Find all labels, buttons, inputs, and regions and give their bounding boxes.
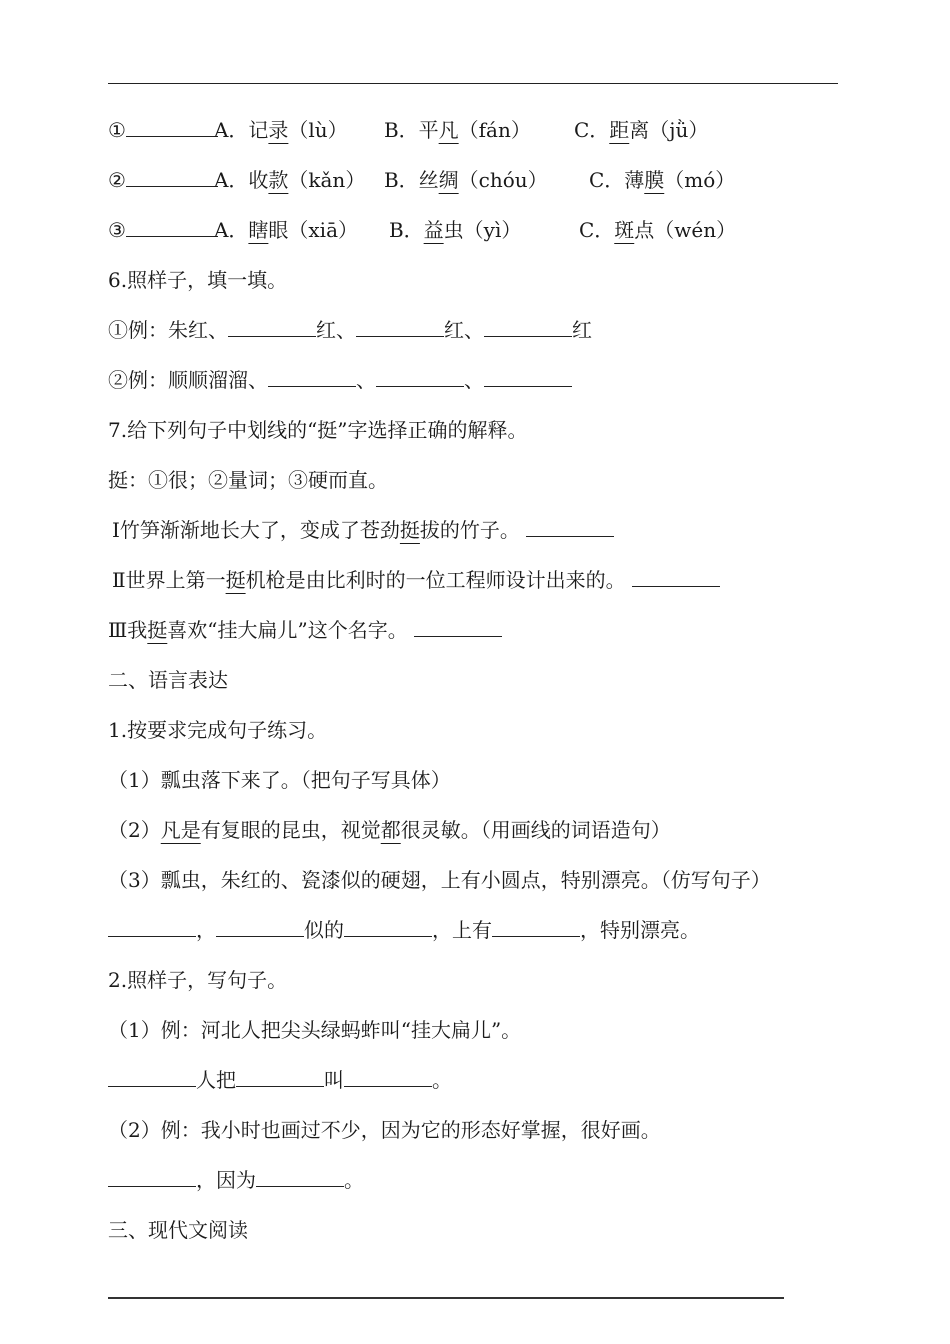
answer-blank[interactable] xyxy=(414,610,502,637)
sec2-q1-2: （2）凡是有复眼的昆虫，视觉都很灵敏。（用画线的词语造句） xyxy=(108,818,671,842)
header-rule xyxy=(108,83,838,84)
q5-row-1 xyxy=(108,110,848,160)
answer-blank[interactable] xyxy=(256,1160,344,1187)
answer-blank[interactable] xyxy=(356,310,444,337)
answer-blank[interactable] xyxy=(344,910,432,937)
option-b: B．益虫（yì） xyxy=(388,218,522,242)
answer-blank[interactable] xyxy=(126,160,214,187)
sec2-q2-1: （1）例：河北人把尖头绿蚂蚱叫“挂大扁儿”。 xyxy=(108,1018,522,1042)
q7-sentence-1: Ⅰ竹笋渐渐地长大了，变成了苍劲挺拔的竹子。 xyxy=(108,510,848,560)
sec2-q2-2-template: ，因为 。 xyxy=(108,1160,848,1210)
option-c: C．薄膜（mó） xyxy=(588,168,736,192)
answer-blank[interactable] xyxy=(228,310,316,337)
q7-title: 7.给下列句子中划线的“挺”字选择正确的解释。 xyxy=(108,418,528,442)
row-number: ② xyxy=(108,168,126,192)
option-c: C．斑点（wén） xyxy=(578,218,737,242)
row-number: ③ xyxy=(108,218,126,242)
q7-sentence-3: Ⅲ我挺喜欢“挂大扁儿”这个名字。 xyxy=(108,610,848,660)
option-b: B．丝绸（chóu） xyxy=(383,168,548,192)
answer-blank[interactable] xyxy=(108,1060,196,1087)
option-b: B．平凡（fán） xyxy=(383,118,531,142)
answer-blank[interactable] xyxy=(484,360,572,387)
q6-row-1: ①例：朱红、 红、 红、 红 xyxy=(108,310,848,360)
option-a: A．瞎眼（xiā） xyxy=(213,218,358,242)
sec2-q1-title: 1.按要求完成句子练习。 xyxy=(108,718,328,742)
q6-row-2: ②例：顺顺溜溜、 、 、 xyxy=(108,360,848,410)
answer-blank[interactable] xyxy=(268,360,356,387)
q7-sentence-2: Ⅱ世界上第一挺机枪是由比利时的一位工程师设计出来的。 xyxy=(108,560,848,610)
option-a: A．收款（kǎn） xyxy=(213,168,366,192)
answer-blank[interactable] xyxy=(126,210,214,237)
answer-blank[interactable] xyxy=(632,560,720,587)
answer-blank[interactable] xyxy=(108,1160,196,1187)
answer-blank[interactable] xyxy=(236,1060,324,1087)
answer-blank[interactable] xyxy=(108,910,196,937)
sec2-q2-1-template: 人把 叫 。 xyxy=(108,1060,848,1110)
option-a: A．记录（lù） xyxy=(213,118,348,142)
footer-rule xyxy=(108,1297,784,1299)
sec2-q1-3: （3）瓢虫，朱红的、瓷漆似的硬翅，上有小圆点，特别漂亮。（仿写句子） xyxy=(108,868,771,892)
worksheet-content xyxy=(108,110,848,1260)
q5-row-2 xyxy=(108,160,848,210)
answer-blank[interactable] xyxy=(484,310,572,337)
answer-blank[interactable] xyxy=(216,910,304,937)
answer-blank[interactable] xyxy=(492,910,580,937)
option-c: C．距离（jǜ） xyxy=(573,118,709,142)
answer-blank[interactable] xyxy=(526,510,614,537)
q6-title: 6.照样子，填一填。 xyxy=(108,268,288,292)
sec2-q1-3-template: ， 似的 ，上有 ，特别漂亮。 xyxy=(108,910,848,960)
answer-blank[interactable] xyxy=(344,1060,432,1087)
answer-blank[interactable] xyxy=(376,360,464,387)
section-2-title: 二、语言表达 xyxy=(108,668,228,692)
q7-definitions: 挺：①很；②量词；③硬而直。 xyxy=(108,468,388,492)
sec2-q1-1: （1）瓢虫落下来了。（把句子写具体） xyxy=(108,768,451,792)
sec2-q2-title: 2.照样子，写句子。 xyxy=(108,968,288,992)
row-number: ① xyxy=(108,118,126,142)
sec2-q2-2: （2）例：我小时也画过不少，因为它的形态好掌握，很好画。 xyxy=(108,1118,661,1142)
q5-row-3 xyxy=(108,210,848,260)
section-3-title: 三、现代文阅读 xyxy=(108,1218,248,1242)
answer-blank[interactable] xyxy=(126,110,214,137)
